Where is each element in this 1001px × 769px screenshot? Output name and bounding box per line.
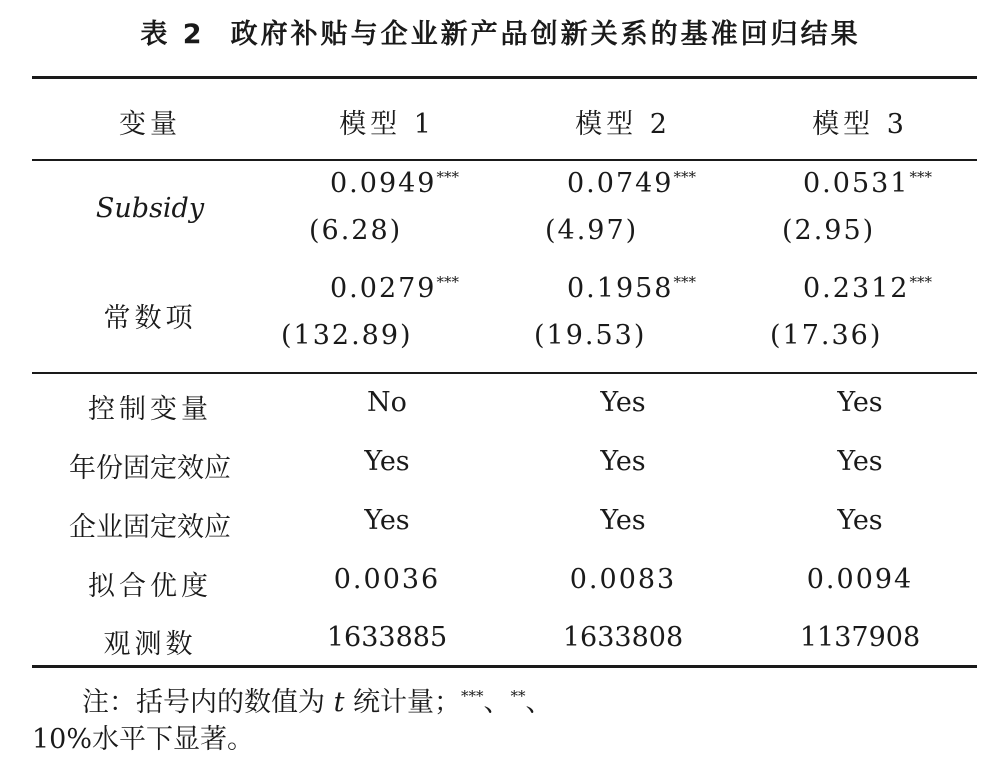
controls-model-3: Yes <box>837 387 883 418</box>
row-label-constant: 常数项 <box>103 303 197 334</box>
fit-model-2: 0.0083 <box>569 564 677 595</box>
table-title-text: 政府补贴与企业新产品创新关系的基准回归结果 <box>230 19 861 50</box>
table-title <box>0 12 1001 51</box>
coef-constant-model-3: 0.2312*** <box>803 273 932 304</box>
bottom-rule <box>32 665 977 668</box>
header-variable: 变量 <box>119 109 181 140</box>
firm-fe-model-3: Yes <box>837 505 883 536</box>
table-note-line-2: 10%水平下显著。 <box>32 724 255 755</box>
obs-model-2: 1633808 <box>562 622 684 653</box>
header-model-3: 模型 3 <box>812 109 908 140</box>
coef-subsidy-model-1: 0.0949*** <box>330 168 459 199</box>
year-fe-model-2: Yes <box>600 446 646 477</box>
tstat-constant-model-2: (19.53) <box>534 320 647 351</box>
significance-stars: *** <box>436 273 459 291</box>
firm-fe-model-2: Yes <box>600 505 646 536</box>
coef-constant-model-2: 0.1958*** <box>567 273 696 304</box>
significance-stars: *** <box>436 168 459 186</box>
firm-fe-model-1: Yes <box>364 505 410 536</box>
tstat-subsidy-model-1: (6.28) <box>309 215 403 246</box>
obs-model-3: 1137908 <box>799 622 921 653</box>
coef-constant-model-1: 0.0279*** <box>330 273 459 304</box>
top-rule <box>32 76 977 79</box>
coef-subsidy-model-3: 0.0531*** <box>803 168 932 199</box>
obs-model-1: 1633885 <box>326 622 448 653</box>
row-label-subsidy: Subsidy <box>95 193 205 224</box>
year-fe-model-3: Yes <box>837 446 883 477</box>
fit-model-3: 0.0094 <box>806 564 914 595</box>
significance-stars: *** <box>673 168 696 186</box>
tstat-constant-model-1: (132.89) <box>281 320 413 351</box>
controls-model-2: Yes <box>600 387 646 418</box>
significance-stars: *** <box>673 273 696 291</box>
tstat-subsidy-model-3: (2.95) <box>782 215 876 246</box>
coef-subsidy-model-2: 0.0749*** <box>567 168 696 199</box>
table-note-line-1: 注：括号内的数值为 t 统计量；***、**、 <box>82 687 553 718</box>
header-rule <box>32 159 977 161</box>
tstat-constant-model-3: (17.36) <box>770 320 883 351</box>
fit-model-1: 0.0036 <box>333 564 441 595</box>
table-label: 表 2 <box>140 19 205 50</box>
row-label-year-fe: 年份固定效应 <box>69 453 231 484</box>
row-label-controls: 控制变量 <box>88 394 212 425</box>
row-label-firm-fe: 企业固定效应 <box>69 512 231 543</box>
mid-rule <box>32 372 977 374</box>
header-model-1: 模型 1 <box>339 109 435 140</box>
significance-stars: *** <box>909 168 932 186</box>
year-fe-model-1: Yes <box>364 446 410 477</box>
row-label-goodness-of-fit: 拟合优度 <box>88 571 212 602</box>
tstat-subsidy-model-2: (4.97) <box>545 215 639 246</box>
header-model-2: 模型 2 <box>575 109 671 140</box>
significance-stars: *** <box>909 273 932 291</box>
controls-model-1: No <box>367 387 407 418</box>
row-label-observations: 观测数 <box>103 629 197 660</box>
